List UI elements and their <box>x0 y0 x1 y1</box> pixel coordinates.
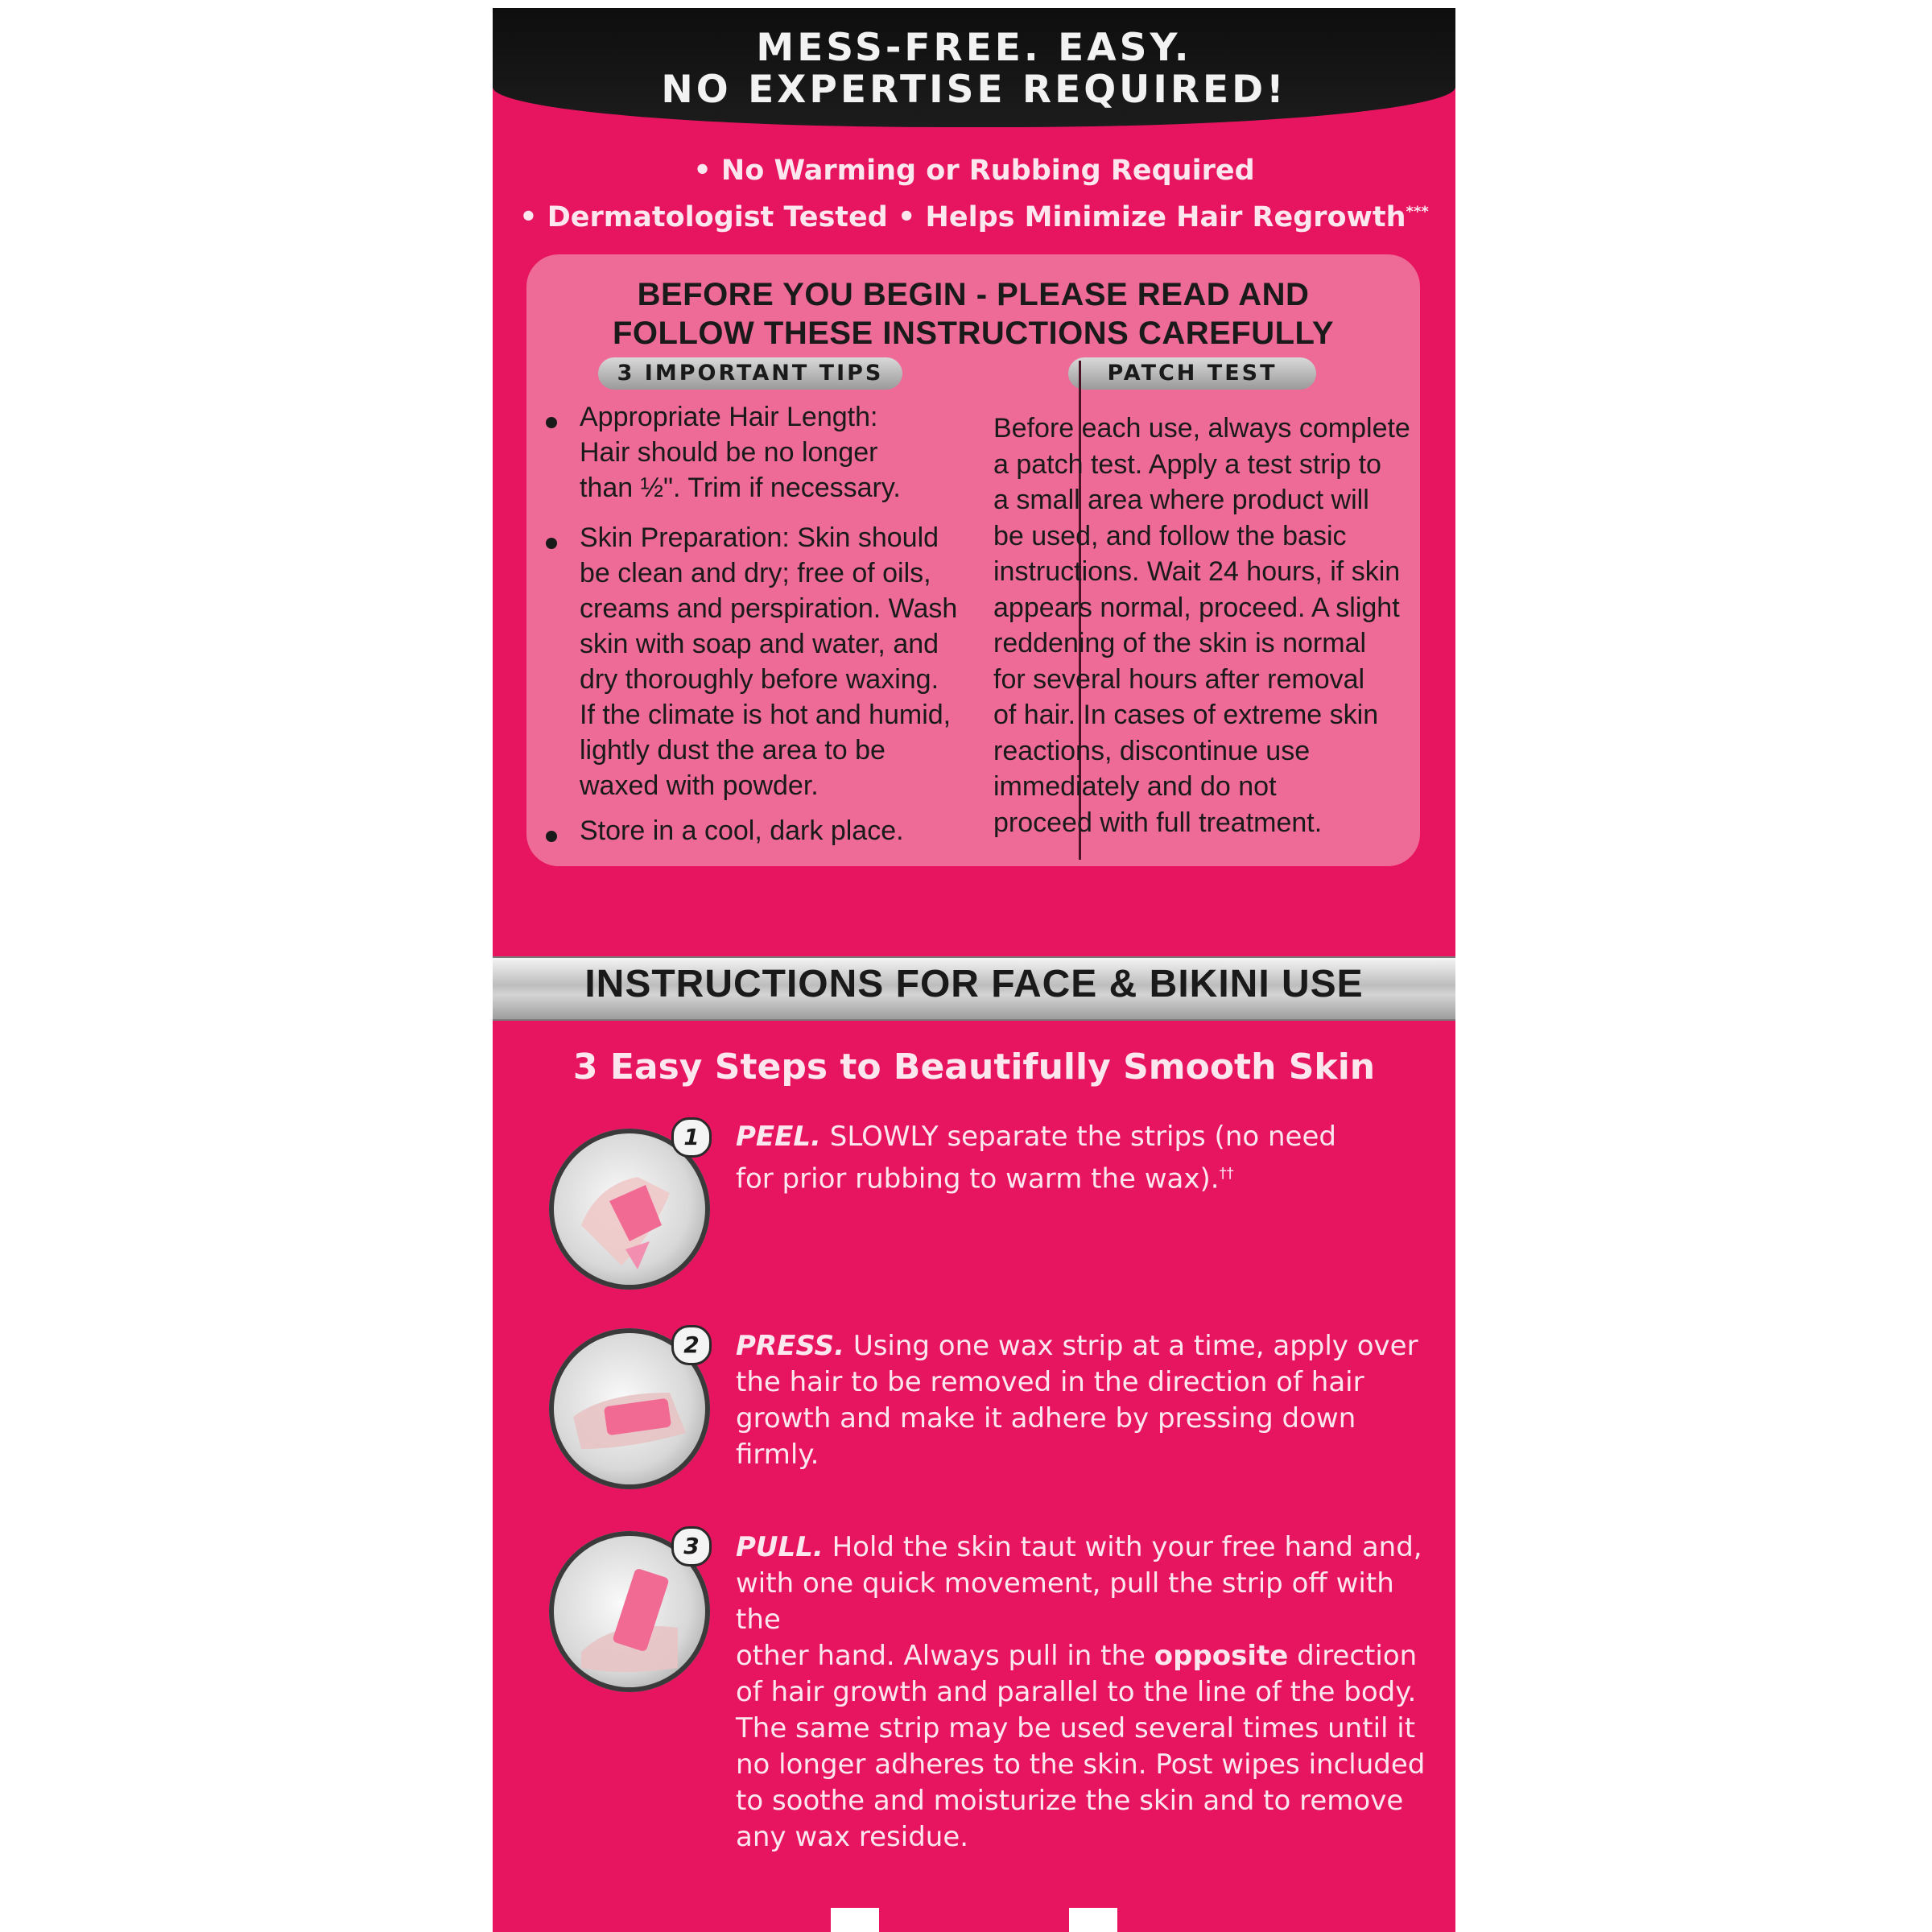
panel-title-line-1: BEFORE YOU BEGIN - PLEASE READ AND <box>637 277 1310 312</box>
step-pull-text: PULL. Hold the skin taut with your free hand and, with one quick movement, pull the strip off with the other hand. Always pull in the opposite direction of hair growth and parallel to the line of the body. The same strip may be used several times until it no longer adheres to the skin. Post wipes included to soothe and moisturize the skin and to remove any wax residue. <box>736 1531 1426 1853</box>
step-peel-title: PEEL. <box>736 1121 821 1153</box>
peel-footnote-mark: †† <box>1219 1165 1234 1182</box>
opposite-emphasis: opposite <box>1154 1640 1289 1672</box>
tip-storage: Store in a cool, dark place. <box>580 815 904 846</box>
banner-line-1: MESS-FREE. EASY. <box>756 26 1192 70</box>
steps-heading: 3 Easy Steps to Beautifully Smooth Skin <box>572 1046 1376 1088</box>
patch-test-label: PATCH TEST <box>1068 357 1316 390</box>
step-pull-title: PULL. <box>736 1531 824 1563</box>
patch-test-text: Before each use, always complete a patch test. Apply a test strip to a small area where product will be used, and follow the basic instructions. Wait 24 hours, if skin appears normal, proceed. A slight reddening of the skin is normal for several hours after removal of hair. In cases of extreme skin reactions, discontinue use immediately and do not proceed with full treatment. <box>993 413 1410 838</box>
feature-line-2: • Dermatologist Tested • Helps Minimize Hair Regrowth*** <box>519 201 1429 233</box>
panel-title-line-2: FOLLOW THESE INSTRUCTIONS CAREFULLY <box>612 316 1334 351</box>
step-number-2: 2 <box>671 1325 712 1365</box>
product-box-back <box>493 8 1455 1932</box>
step-press-title: PRESS. <box>736 1330 845 1362</box>
step-press-text: PRESS. Using one wax strip at a time, apply over the hair to be removed in the direction of hair growth and make it adhere by pressing down firmly. <box>736 1330 1418 1471</box>
tip-bullet <box>546 831 557 842</box>
step-number-1: 1 <box>671 1117 712 1158</box>
box-notch <box>831 1908 879 1932</box>
step-peel-text: PEEL. SLOWLY separate the strips (no need for prior rubbing to warm the wax).†† <box>736 1121 1336 1195</box>
tip-bullet <box>546 417 557 428</box>
box-notch <box>1069 1908 1117 1932</box>
tip-skin-preparation: Skin Preparation: Skin should be clean and dry; free of oils, creams and perspiration. Wash skin with soap and water, and dry thoroughly before waxing. If the climate is hot and humid, lightly dust the area to be waxed with powder. <box>580 522 958 801</box>
banner-line-2: NO EXPERTISE REQUIRED! <box>661 68 1287 112</box>
feature-line-1: • No Warming or Rubbing Required <box>693 155 1255 187</box>
step-number-3: 3 <box>671 1526 712 1567</box>
tip-hair-length: Appropriate Hair Length: Hair should be no longer than ½". Trim if necessary. <box>580 402 901 503</box>
tips-label: 3 IMPORTANT TIPS <box>598 357 902 390</box>
tip-bullet <box>546 538 557 549</box>
instructions-band-label: INSTRUCTIONS FOR FACE & BIKINI USE <box>584 963 1364 1005</box>
regrowth-footnote-mark: *** <box>1406 203 1429 221</box>
